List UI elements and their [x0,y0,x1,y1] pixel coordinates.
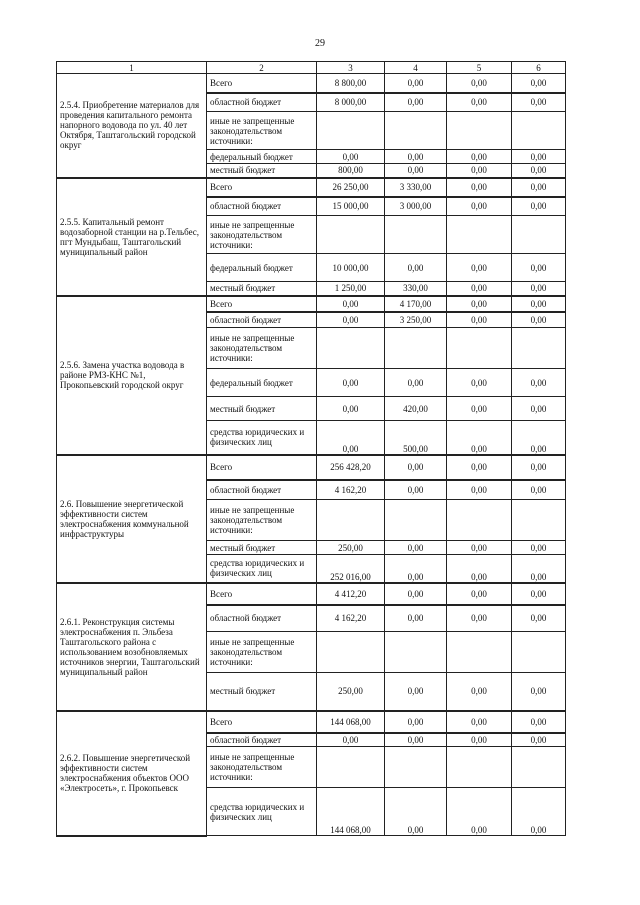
amount-cell [385,747,447,788]
amount-cell: 0,00 [317,150,385,164]
amount-cell: 0,00 [385,605,447,632]
amount-cell: 0,00 [512,164,566,178]
amount-cell: 15 000,00 [317,197,385,216]
column-number: 2 [207,62,317,74]
amount-cell: 0,00 [512,178,566,197]
budget-table [56,61,566,837]
amount-cell: 0,00 [447,296,512,312]
amount-cell: 0,00 [317,296,385,312]
amount-cell: 252 016,00 [317,555,385,583]
funding-source: областной бюджет [207,605,317,632]
amount-cell: 250,00 [317,673,385,711]
amount-cell [447,328,512,369]
amount-cell [385,328,447,369]
amount-cell: 144 068,00 [317,711,385,733]
amount-cell: 0,00 [447,74,512,93]
amount-cell: 420,00 [385,397,447,421]
amount-cell: 0,00 [512,455,566,480]
amount-cell [447,500,512,541]
funding-source: Всего [207,455,317,480]
amount-cell: 0,00 [385,555,447,583]
amount-cell: 0,00 [512,733,566,747]
amount-cell: 256 428,20 [317,455,385,480]
total-row [57,455,566,480]
amount-cell: 0,00 [447,555,512,583]
amount-cell: 0,00 [385,788,447,836]
activity-name: 2.5.4. Приобретение материалов для проведения капитального ремонта напорного водовода по ул. 40 лет Октября, Таштагольский городской округ [57,74,207,178]
amount-cell: 0,00 [385,711,447,733]
amount-cell: 0,00 [447,541,512,555]
amount-cell: 0,00 [512,541,566,555]
activity-name: 2.6.1. Реконструкция системы электроснабжения п. Эльбеза Таштагольского района с использованием возобновляемых источников энергии, Таштагольский муниципальный район [57,583,207,711]
amount-cell: 0,00 [385,733,447,747]
funding-source: Всего [207,583,317,605]
activity-name: 2.6. Повышение энергетической эффективности систем электроснабжения коммунальной инфраструктуры [57,455,207,583]
funding-source: местный бюджет [207,282,317,296]
funding-source: областной бюджет [207,480,317,500]
amount-cell: 3 250,00 [385,312,447,328]
funding-source: местный бюджет [207,164,317,178]
amount-cell: 0,00 [512,312,566,328]
amount-cell: 4 162,20 [317,605,385,632]
funding-source: иные не запрещенные законодательством источники: [207,216,317,254]
amount-cell: 0,00 [512,397,566,421]
amount-cell: 0,00 [447,150,512,164]
amount-cell: 0,00 [512,74,566,93]
amount-cell: 0,00 [512,150,566,164]
amount-cell: 0,00 [447,369,512,397]
amount-cell: 0,00 [385,673,447,711]
funding-source: иные не запрещенные законодательством источники: [207,500,317,541]
amount-cell [447,112,512,150]
amount-cell: 800,00 [317,164,385,178]
funding-source: Всего [207,74,317,93]
funding-source: местный бюджет [207,673,317,711]
amount-cell: 0,00 [512,282,566,296]
funding-source: средства юридических и физических лиц [207,421,317,455]
amount-cell: 8 000,00 [317,93,385,112]
amount-cell [512,747,566,788]
amount-cell: 0,00 [447,733,512,747]
amount-cell: 0,00 [385,254,447,282]
activity-name: 2.5.5. Капитальный ремонт водозаборной станции на р.Тельбес, пгт Мундыбаш, Таштагольский муниципальный район [57,178,207,296]
activity-name: 2.6.2. Повышение энергетической эффективности систем электроснабжения объектов ООО «Электросеть», г. Прокопьевск [57,711,207,836]
amount-cell: 0,00 [317,733,385,747]
amount-cell: 4 412,20 [317,583,385,605]
amount-cell: 0,00 [447,178,512,197]
amount-cell: 0,00 [447,583,512,605]
amount-cell: 0,00 [512,369,566,397]
amount-cell [447,747,512,788]
amount-cell: 0,00 [447,312,512,328]
amount-cell [447,216,512,254]
amount-cell: 0,00 [385,480,447,500]
amount-cell [512,216,566,254]
total-row [57,711,566,733]
funding-source: федеральный бюджет [207,254,317,282]
amount-cell: 144 068,00 [317,788,385,836]
amount-cell: 0,00 [447,282,512,296]
funding-source: областной бюджет [207,197,317,216]
amount-cell: 3 330,00 [385,178,447,197]
amount-cell: 0,00 [512,555,566,583]
amount-cell: 4 162,20 [317,480,385,500]
funding-source: Всего [207,296,317,312]
amount-cell: 0,00 [447,421,512,455]
amount-cell [512,632,566,673]
amount-cell: 0,00 [447,93,512,112]
amount-cell [317,112,385,150]
column-number: 6 [512,62,566,74]
total-row [57,178,566,197]
amount-cell: 0,00 [512,421,566,455]
amount-cell [385,216,447,254]
amount-cell [317,500,385,541]
funding-source: местный бюджет [207,541,317,555]
amount-cell: 0,00 [385,369,447,397]
amount-cell: 0,00 [447,480,512,500]
amount-cell: 330,00 [385,282,447,296]
amount-cell: 0,00 [385,164,447,178]
column-number: 4 [385,62,447,74]
amount-cell: 0,00 [447,711,512,733]
amount-cell: 1 250,00 [317,282,385,296]
funding-source: федеральный бюджет [207,150,317,164]
amount-cell: 0,00 [512,480,566,500]
amount-cell: 0,00 [385,541,447,555]
amount-cell: 0,00 [385,93,447,112]
amount-cell: 0,00 [317,312,385,328]
funding-source: Всего [207,711,317,733]
amount-cell: 0,00 [512,673,566,711]
amount-cell: 0,00 [385,150,447,164]
amount-cell: 0,00 [385,74,447,93]
amount-cell: 8 800,00 [317,74,385,93]
amount-cell [512,112,566,150]
total-row [57,296,566,312]
amount-cell: 0,00 [512,93,566,112]
amount-cell: 4 170,00 [385,296,447,312]
amount-cell: 0,00 [385,583,447,605]
amount-cell: 0,00 [512,197,566,216]
amount-cell: 0,00 [512,605,566,632]
amount-cell: 0,00 [447,397,512,421]
amount-cell [317,216,385,254]
amount-cell: 250,00 [317,541,385,555]
amount-cell: 0,00 [512,711,566,733]
page-number: 29 [315,38,325,49]
amount-cell [317,328,385,369]
funding-source: Всего [207,178,317,197]
total-row [57,583,566,605]
funding-source: иные не запрещенные законодательством источники: [207,747,317,788]
amount-cell: 3 000,00 [385,197,447,216]
amount-cell [317,747,385,788]
funding-source: средства юридических и физических лиц [207,555,317,583]
column-number: 3 [317,62,385,74]
amount-cell: 0,00 [512,788,566,836]
amount-cell: 0,00 [447,788,512,836]
amount-cell: 0,00 [447,197,512,216]
amount-cell: 500,00 [385,421,447,455]
amount-cell [385,112,447,150]
amount-cell: 10 000,00 [317,254,385,282]
funding-source: иные не запрещенные законодательством источники: [207,632,317,673]
amount-cell: 0,00 [317,397,385,421]
funding-source: иные не запрещенные законодательством источники: [207,328,317,369]
total-row [57,74,566,93]
amount-cell: 0,00 [317,421,385,455]
amount-cell: 0,00 [385,455,447,480]
funding-source: областной бюджет [207,93,317,112]
column-number-row [57,62,566,74]
column-number: 5 [447,62,512,74]
funding-source: средства юридических и физических лиц [207,788,317,836]
amount-cell: 0,00 [447,673,512,711]
funding-source: областной бюджет [207,312,317,328]
amount-cell [385,632,447,673]
funding-source: областной бюджет [207,733,317,747]
amount-cell [317,632,385,673]
amount-cell: 0,00 [447,605,512,632]
amount-cell: 26 250,00 [317,178,385,197]
amount-cell: 0,00 [447,455,512,480]
amount-cell: 0,00 [317,369,385,397]
funding-source: федеральный бюджет [207,369,317,397]
amount-cell [512,328,566,369]
funding-source: иные не запрещенные законодательством источники: [207,112,317,150]
amount-cell [512,500,566,541]
amount-cell: 0,00 [512,254,566,282]
amount-cell [385,500,447,541]
amount-cell: 0,00 [512,583,566,605]
activity-name: 2.5.6. Замена участка водовода в районе РМЗ-КНС №1, Прокопьевский городской округ [57,296,207,455]
funding-source: местный бюджет [207,397,317,421]
column-number: 1 [57,62,207,74]
amount-cell: 0,00 [447,254,512,282]
table-body [57,74,566,836]
amount-cell: 0,00 [512,296,566,312]
amount-cell [447,632,512,673]
amount-cell: 0,00 [447,164,512,178]
